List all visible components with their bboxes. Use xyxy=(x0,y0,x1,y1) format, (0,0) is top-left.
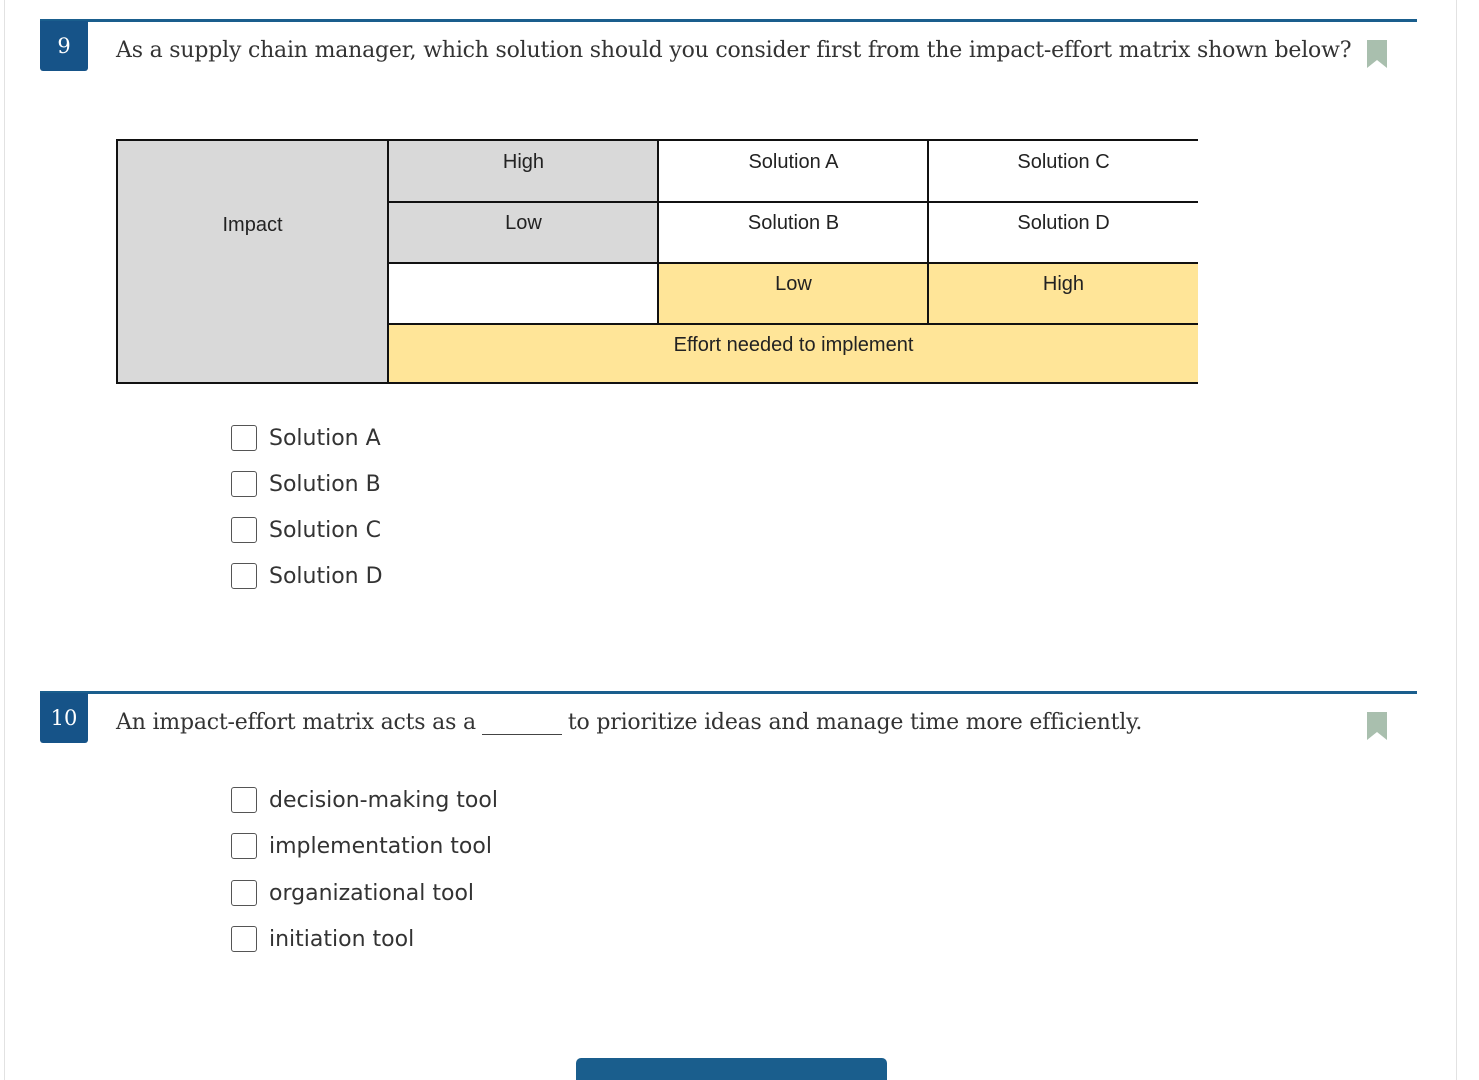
matrix-empty-cell xyxy=(389,263,658,323)
submit-button[interactable] xyxy=(576,1058,887,1080)
question-9-divider xyxy=(40,19,1417,22)
q9-option-d[interactable] xyxy=(231,561,383,591)
matrix-gridline xyxy=(927,141,929,324)
bookmark-icon[interactable] xyxy=(1367,712,1387,740)
q9-option-a[interactable] xyxy=(231,423,381,453)
effort-label-text: Effort needed to implement xyxy=(673,334,914,356)
checkbox-icon[interactable] xyxy=(231,833,257,859)
option-label: implementation tool xyxy=(269,833,492,859)
matrix-impact-low xyxy=(389,202,658,262)
matrix-impact-high xyxy=(389,141,658,201)
q9-option-b[interactable] xyxy=(231,469,381,499)
matrix-gridline xyxy=(387,323,1198,325)
option-label: Solution D xyxy=(269,563,383,589)
option-label: Solution B xyxy=(269,471,381,497)
question-9-text: As a supply chain manager, which solution should you consider first from the impact-effort matrix shown below? xyxy=(116,38,1352,63)
checkbox-icon[interactable] xyxy=(231,787,257,813)
question-10-text xyxy=(116,710,1142,735)
matrix-solution-a xyxy=(659,141,928,201)
solution-c-text: Solution C xyxy=(1017,151,1110,173)
effort-high-text: High xyxy=(1042,273,1085,295)
checkbox-icon[interactable] xyxy=(231,425,257,451)
question-10-number: 10 xyxy=(40,693,88,743)
matrix-impact-label xyxy=(118,141,387,382)
checkbox-icon[interactable] xyxy=(231,517,257,543)
matrix-gridline xyxy=(387,201,1198,203)
bookmark-icon[interactable] xyxy=(1367,40,1387,68)
question-10-divider xyxy=(40,691,1417,694)
impact-low-text: Low xyxy=(505,212,542,234)
matrix-effort-low xyxy=(659,263,928,323)
effort-low-text: Low xyxy=(775,273,812,295)
matrix-effort-label xyxy=(389,324,1198,382)
q10-option-b[interactable] xyxy=(231,831,492,861)
solution-a-text: Solution A xyxy=(748,151,839,173)
matrix-solution-b xyxy=(659,202,928,262)
solution-d-text: Solution D xyxy=(1017,212,1110,234)
checkbox-icon[interactable] xyxy=(231,563,257,589)
matrix-solution-c xyxy=(929,141,1198,201)
matrix-effort-high xyxy=(929,263,1198,323)
matrix-solution-d xyxy=(929,202,1198,262)
option-label: decision-making tool xyxy=(269,787,498,813)
impact-high-text: High xyxy=(502,151,545,173)
matrix-gridline xyxy=(657,141,659,324)
option-label: Solution A xyxy=(269,425,381,451)
option-label: Solution C xyxy=(269,517,381,543)
checkbox-icon[interactable] xyxy=(231,926,257,952)
checkbox-icon[interactable] xyxy=(231,471,257,497)
q10-option-a[interactable] xyxy=(231,785,498,815)
question-10-text-before: An impact-effort matrix acts as a xyxy=(116,710,476,735)
checkbox-icon[interactable] xyxy=(231,880,257,906)
option-label: organizational tool xyxy=(269,880,475,906)
q10-option-c[interactable] xyxy=(231,878,474,908)
question-9-number: 9 xyxy=(40,21,88,71)
impact-effort-matrix xyxy=(116,139,1198,384)
question-10-text-after: to prioritize ideas and manage time more efficiently. xyxy=(567,710,1143,735)
option-label: initiation tool xyxy=(269,926,415,952)
matrix-gridline xyxy=(387,262,1198,264)
fill-in-blank xyxy=(482,733,562,735)
q9-option-c[interactable] xyxy=(231,515,381,545)
q10-option-d[interactable] xyxy=(231,924,414,954)
solution-b-text: Solution B xyxy=(747,212,840,234)
impact-label-text: Impact xyxy=(222,214,283,236)
